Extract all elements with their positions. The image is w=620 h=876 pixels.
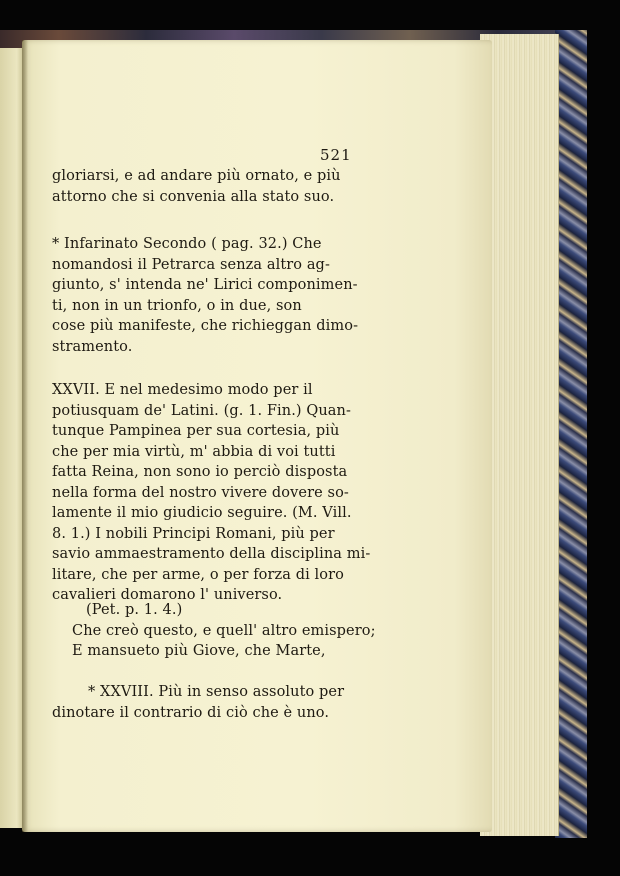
text-line: savio ammaestramento della disciplina mi- [52,546,371,562]
paragraph-xxviii [52,682,344,723]
text-line: giunto, s' intenda ne' Lirici componimen- [52,277,358,293]
page-number: 521 [320,146,352,164]
book-cover-marbled-edge [555,30,587,838]
left-page-edge [0,48,24,828]
page-gutter-shadow [22,40,28,832]
text-line: Che creò questo, e quell' altro emispero; [72,622,376,639]
text-line: cavalieri domarono l' universo. [52,587,283,603]
text-line: che per mia virtù, m' abbia di voi tutti [52,443,336,460]
text-line: potiusquam de' Latini. (g. 1. Fin.) Quan- [52,402,351,419]
text-line: tunque Pampinea per sua cortesia, più [52,423,340,439]
text-line: 8. 1.) I nobili Principi Romani, più per [52,525,335,542]
text-line: XXVII. E nel medesimo modo per il [52,382,313,398]
text-line: dinotare il contrario di ciò che è uno. [52,704,330,721]
text-line: fatta Reina, non sono io perciò disposta [52,464,348,480]
text-line: ti, non in un trionfo, o in due, son [52,297,302,314]
paragraph-continuation [52,166,341,207]
paragraph-xxvii [52,380,370,606]
text-line: cose più manifeste, che richieggan dimo- [52,318,359,334]
text-line: * Infarinato Secondo ( pag. 32.) Che [52,236,322,252]
text-line: * XXVIII. Più in senso assoluto per [88,684,345,700]
paragraph-infarinato-note [52,234,358,357]
text-line: gloriarsi, e ad andare più ornato, e più [52,168,341,184]
text-line: attorno che si convenia alla stato suo. [52,188,335,205]
text-line: (Pet. p. 1. 4.) [86,602,183,618]
paragraph-petrarca-verse [72,600,376,662]
text-line: stramento. [52,338,133,355]
text-line: nella forma del nostro vivere dovere so- [52,484,349,501]
text-line: E mansueto più Giove, che Marte, [72,643,326,659]
text-line: litare, che per arme, o per forza di loro [52,566,344,583]
text-line: nomandosi il Petrarca senza altro ag- [52,256,330,273]
text-line: lamente il mio giudicio seguire. (M. Vill. [52,505,352,521]
